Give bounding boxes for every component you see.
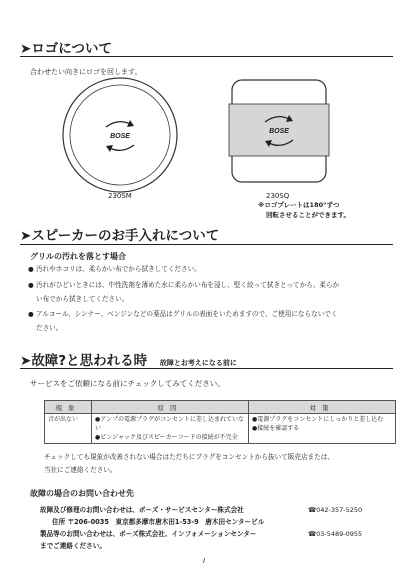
care-section-title: ➤スピーカーのお手入れについて (20, 228, 220, 244)
care-bullet-continued: い布でから拭きしてください。 (36, 295, 129, 303)
bullet-dot-icon: ● (28, 281, 34, 289)
page-number: I (203, 557, 206, 565)
section-divider (20, 56, 393, 57)
phone-icon: ☎ (308, 530, 317, 538)
phone-icon: ☎ (308, 506, 317, 514)
logo-instruction: 合わせたい向きにロゴを回します。 (30, 68, 142, 76)
cause-cell: ●アンプの電源プラグがコンセントに差し込まれていない ●ピンジャック及びスピーカーコードの接続が不完全 (92, 414, 249, 444)
care-bullet: ● 汚れやホコリは、柔らかい布でから拭きしてください。 (28, 262, 388, 277)
table-header-row (45, 401, 396, 414)
section-divider (20, 368, 393, 369)
care-subtitle: グリルの汚れを落とす場合 (30, 252, 126, 261)
table-header: 原因 (92, 401, 249, 414)
troubleshooting-table (44, 400, 396, 444)
model-label-230sq: 230SQ (266, 192, 290, 200)
remedy-cell: ●電源プラグをコンセントにしっかりと差し込む ●接続を確認する (249, 414, 396, 444)
heading-arrow-icon: ➤ (20, 228, 32, 244)
bose-logo-icon: BOSE (269, 128, 289, 135)
trouble-section-title: ➤故障?と思われる時 故障とお考えになる前に (20, 353, 237, 369)
logo-plate-note: ※ロゴプレートは180°ずつ 回転させることができます。 (258, 201, 350, 219)
phone-number: ☎042-357-5250 (308, 506, 363, 514)
trouble-intro: サービスをご依頼になる前にチェックしてみてください。 (30, 379, 225, 388)
bullet-dot-icon: ● (28, 265, 34, 273)
symptom-cell: 音が出ない (45, 414, 92, 444)
bullet-dot-icon: ● (28, 310, 34, 318)
contact-line: までご連絡ください。 (40, 542, 106, 550)
trouble-after-text: チェックしても現象が改善されない場合はただちにプラグをコンセントから抜いて販売店または、 当社にご連絡ください。 (44, 453, 334, 474)
heading-arrow-icon: ➤ (20, 41, 32, 57)
contact-line: 製品等のお問い合わせは、ボーズ株式会社、インフォメーションセンター (40, 530, 257, 538)
contact-address: 住所 〒206-0035 東京都多摩市唐木田1-53-9 唐木田センタービル (52, 518, 265, 526)
table-header: 現象 (45, 401, 92, 414)
speaker-230sq-drawing (228, 78, 330, 186)
section-divider (20, 244, 393, 245)
logo-section-title: ➤ロゴについて (20, 41, 113, 57)
care-bullet: ● アルコール、シンナー、ベンジンなどの薬品はグリルの表面をいためますので、ご使用にならないでく (28, 307, 388, 322)
contact-section-title: 故障の場合のお問い合わせ先 (30, 489, 134, 498)
table-header: 対策 (249, 401, 396, 414)
phone-number: ☎03-5489-0955 (308, 530, 363, 538)
contact-line: 故障及び修理のお問い合わせは、ボーズ・サービスセンター株式会社 (40, 506, 244, 514)
care-bullet-continued: ださい。 (36, 324, 63, 332)
bose-logo-icon: BOSE (110, 133, 130, 140)
speaker-230sm-drawing (60, 75, 180, 195)
table-row (45, 414, 396, 444)
model-label-230sm: 230SM (108, 192, 132, 200)
care-bullet: ● 汚れがひどいときには、中性洗剤を薄めた水に柔らかい布を浸し、堅く絞って拭きとってから、柔らか (28, 278, 388, 293)
heading-arrow-icon: ➤ (20, 353, 32, 369)
